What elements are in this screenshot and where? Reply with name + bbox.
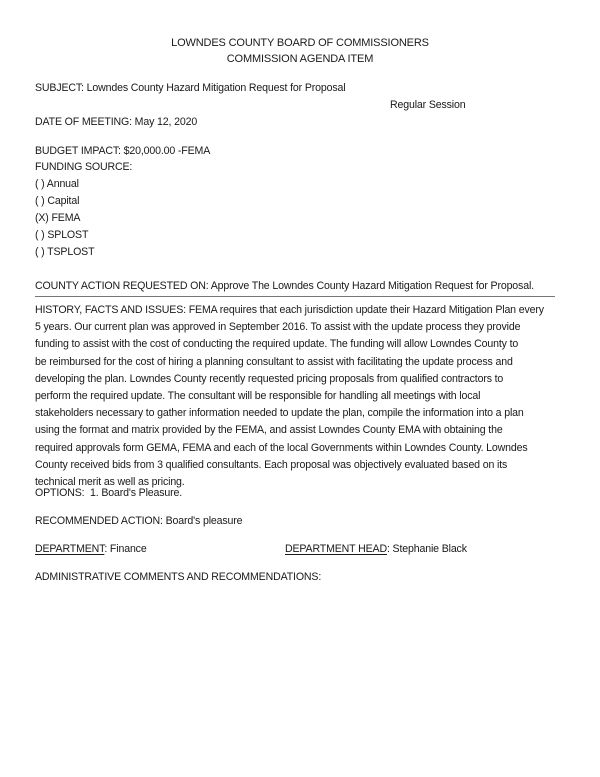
meeting-date-line [35, 116, 197, 128]
history-line: required approvals form GEMA, FEMA and each of the local Governments within Lowndes County. Lowndes [35, 441, 528, 454]
funding-option-label: Capital [47, 195, 80, 207]
meeting-date-value: May 12, 2020 [134, 116, 198, 128]
department-label: DEPARTMENT [35, 543, 105, 555]
funding-option-splost [35, 229, 88, 241]
history-line: developing the plan. Lowndes County recently requested pricing proposals from qualified contractors to [35, 372, 504, 385]
county-action-label: COUNTY ACTION REQUESTED ON: [35, 280, 209, 292]
budget-impact-label: BUDGET IMPACT: [35, 145, 121, 157]
history-facts-issues [35, 302, 570, 491]
funding-option-label: TSPLOST [47, 246, 95, 258]
department-line [35, 543, 147, 555]
options-label: OPTIONS: [35, 487, 85, 499]
county-action-value: Approve The Lowndes County Hazard Mitigation Request for Proposal. [210, 280, 534, 292]
session-type: Regular Session [390, 99, 466, 111]
funding-option-label: Annual [46, 178, 79, 190]
history-line: funding to assist with the cost of conducting the required update. The funding will allow Lowndes County to [35, 338, 519, 351]
funding-option-fema [35, 212, 80, 224]
header-title: LOWNDES COUNTY BOARD OF COMMISSIONERS [171, 37, 429, 49]
recommended-action-label: RECOMMENDED ACTION: [35, 515, 163, 527]
recommended-action-value: Board's pleasure [165, 515, 243, 527]
options-line [35, 487, 182, 499]
history-line: perform the required update. The consultant will be responsible for handling all meetings with local [35, 390, 481, 403]
header-subtitle: COMMISSION AGENDA ITEM [226, 53, 374, 65]
history-line: 5 years. Our current plan was approved in September 2016. To assist with the update process they provide [35, 321, 521, 334]
subject-value: Lowndes County Hazard Mitigation Request for Proposal [86, 82, 346, 94]
funding-checkbox-mark: ( ) [35, 195, 45, 207]
admin-comments-label: ADMINISTRATIVE COMMENTS AND RECOMMENDATIONS: [35, 571, 322, 583]
funding-option-label: FEMA [51, 212, 81, 224]
history-line: County received bids from 3 qualified consultants. Each proposal was objectively evaluated based on its [35, 458, 508, 471]
subject-line [35, 82, 345, 94]
department-head-line [285, 543, 467, 555]
recommended-action-line [35, 515, 242, 527]
funding-option-annual [35, 178, 79, 190]
options-value: 1. Board's Pleasure. [90, 487, 183, 499]
department-head-label: DEPARTMENT HEAD [285, 543, 387, 555]
funding-option-capital [35, 195, 79, 207]
budget-impact-line [35, 145, 210, 157]
county-action-line [35, 280, 534, 292]
history-line: HISTORY, FACTS AND ISSUES: FEMA requires that each jurisdiction update their Hazard Mitigation Plan every [35, 304, 544, 316]
funding-checkbox-mark: ( ) [35, 246, 45, 258]
history-line: technical merit as well as pricing. [35, 476, 185, 489]
history-line: using the format and matrix provided by the FEMA, and assist Lowndes County EMA with obtaining the [35, 424, 503, 437]
history-line: be reimbursed for the cost of hiring a planning consultant to assist with facilitating the update process and [35, 355, 513, 368]
budget-impact-value: $20,000.00 -FEMA [123, 145, 211, 157]
meeting-date-label: DATE OF MEETING: [35, 116, 132, 128]
funding-source-label: FUNDING SOURCE: [35, 161, 133, 173]
funding-option-tsplost [35, 246, 94, 258]
department-value: : Finance [104, 543, 147, 555]
section-divider [35, 296, 555, 297]
funding-checkbox-mark: ( ) [35, 178, 45, 190]
funding-option-label: SPLOST [47, 229, 89, 241]
funding-checkbox-mark: (X) [35, 212, 49, 224]
history-line: stakeholders necessary to gather information needed to update the plan, compile the information into a plan [35, 407, 524, 420]
department-head-value: : Stephanie Black [386, 543, 467, 555]
subject-label: SUBJECT: [35, 82, 84, 94]
funding-checkbox-mark: ( ) [35, 229, 45, 241]
